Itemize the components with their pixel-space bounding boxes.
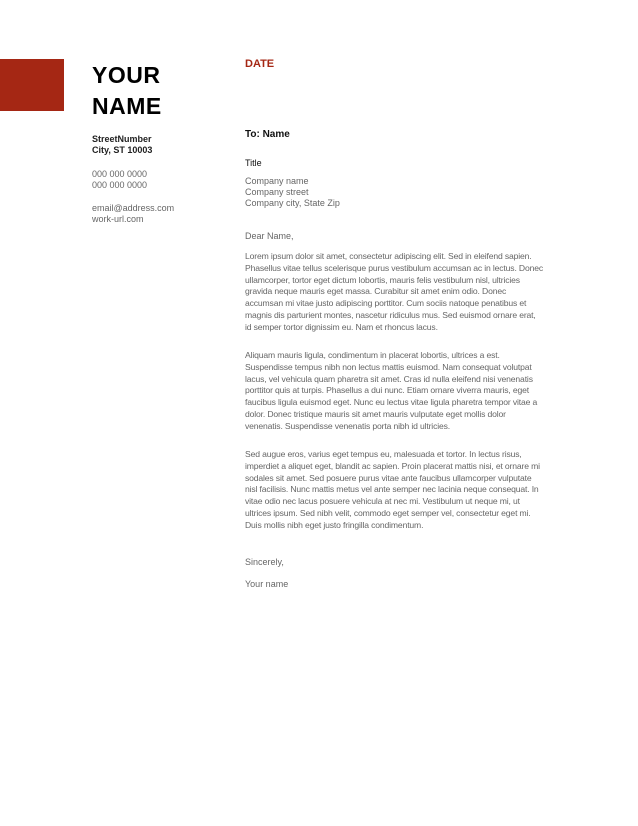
paragraph-line: Aliquam mauris ligula, condimentum in placerat lobortis, ultrices a est. [245,350,500,360]
letter-date: DATE [245,58,275,70]
paragraph-line: nisl facilisis. Nunc mattis metus vel ante semper nec lacinia neque consequat. In [245,484,539,495]
company-name: Company name [245,176,309,186]
paragraph-line: faucibus ligula euismod eget. Nunc eu lectus vitae ligula pharetra tempor vitae a [245,397,538,408]
paragraph-line: imperdiet a aliquet eget, blandit ac sapien. Proin placerat mattis nisi, et ornare mi [245,460,540,471]
paragraph-line: lacus, vel vehicula quam pharetra sit amet. Cras id nulla eleifend nisi venenatis [245,373,533,384]
closing: Sincerely, [245,557,284,567]
accent-block [0,59,64,111]
recipient-title: Title [245,158,262,168]
sender-website: work-url.com [92,214,144,224]
paragraph-line: Sed augue eros, varius eget tempus eu, malesuada et tortor. In lectus risus, [245,449,522,459]
sender-phone-2: 000 000 0000 [92,180,148,190]
sender-phone-1: 000 000 0000 [92,169,148,179]
sender-street: StreetNumber [92,134,152,144]
paragraph-line: accumsan mi vitae justo adipiscing porttitor. Cum sociis natoque penatibus et [245,298,527,309]
recipient-name: To: Name [245,129,290,140]
paragraph-line: Lorem ipsum dolor sit amet, consectetur adipiscing elit. Sed in eleifend sapien. [245,251,532,261]
signature-name: Your name [245,579,289,589]
paragraph-line: venenatis. Suspendisse venenatis porta nibh id ultricies. [245,420,450,431]
sender-name-line-1: YOUR [92,62,161,88]
company-city: Company city, State Zip [245,198,340,208]
sender-city: City, ST 10003 [92,145,153,155]
salutation: Dear Name, [245,231,294,241]
paragraph-line: porttitor quis at turpis. Phasellus a dui nunc. Etiam ornare viverra mauris, eget [245,385,529,396]
sender-email: email@address.com [92,203,175,213]
paragraph-line: id semper tortor dignissim eu. Nam et rhoncus lacus. [245,321,438,332]
paragraph-line: sodales sit amet. Sed posuere purus vitae ante faucibus ullamcorper vulputate [245,472,532,483]
body-paragraph-1 [245,251,590,334]
paragraph-line: ultrices ipsum. Sed nibh velit, commodo eget semper vel, consectetur eget mi. [245,507,531,518]
paragraph-line: vitae odio nec lacus posuere vehicula at nec mi. Vestibulum ut neque mi, ut [245,496,520,507]
paragraph-line: gravida neque mauris eget massa. Curabitur sit amet enim odio. Donec [245,286,507,297]
paragraph-line: Phasellus vitae tellus scelerisque purus vestibulum accumsan ac in lectus. Donec [245,262,544,273]
sender-name-line-2: NAME [92,93,162,119]
body-paragraph-3 [245,449,590,532]
paragraph-line: magnis dis parturient montes, nascetur ridiculus mus. Sed euismod ornare erat, [245,309,536,320]
company-street: Company street [245,187,309,197]
paragraph-line: dolor. Donec tristique mauris sit amet mauris vulputate eget mollis dolor [245,408,506,419]
paragraph-line: ullamcorper, tortor eget dictum lobortis, mauris felis vestibulum nisl, ultricies [245,274,520,285]
paragraph-line: Duis mollis nibh eget justo fringilla condimentum. [245,519,424,530]
body-paragraph-2 [245,350,590,433]
paragraph-line: Suspendisse tempus nibh non lectus mattis euismod. Nam consequat volutpat [245,361,532,372]
